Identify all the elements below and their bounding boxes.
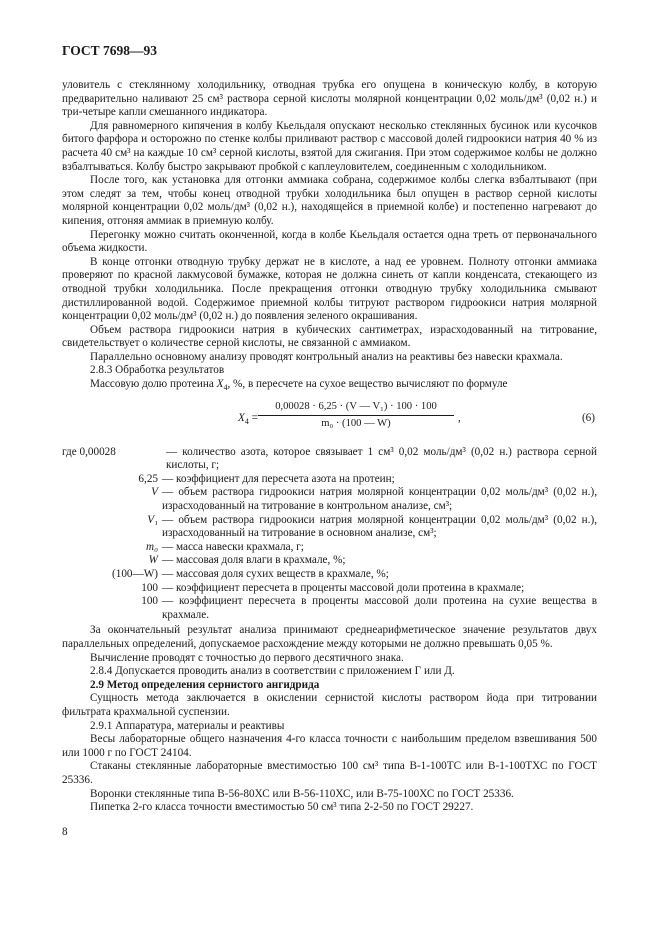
- definition-item: 100 — коэффициент пересчета в проценты массовой доли протеина в крахмале;: [141, 581, 525, 594]
- paragraph: Параллельно основному анализу проводят контрольный анализ на реактивы без навески крахмала.: [90, 350, 563, 363]
- definitions-list: [62, 446, 597, 623]
- definition-item: 6,25 — коэффициент для пересчета азота на протеин;: [138, 472, 395, 485]
- section-heading: 2.9.1 Аппаратура, материалы и реактивы: [90, 719, 285, 732]
- paragraph: Для равномерного кипячения в колбу Кьельдаля опускают несколько стеклянных бусинок или кусочков битого фарфора и осторожно по стенке колбы приливают раствор с массовой долей гидроокиси натрия 40 % из расчета 40 см³ на каждые 10 см³ серной кислоты, взятой для сжигания. При этом содержимое колбы не должно взбалтываться. Колбу быстро закрывают пробкой с каплеуловителем, соединенным с холодильником.: [62, 119, 597, 173]
- section-heading: 2.8.3 Обработка результатов: [90, 364, 225, 377]
- formula-lhs: $X_4$ =: [238, 411, 258, 426]
- equation-number: (6): [581, 411, 595, 424]
- definition-item: (100—W) — массовая доля сухих веществ в крахмале, %;: [112, 568, 389, 580]
- formula: [62, 400, 597, 440]
- paragraph: Пипетка 2-го класса точности вместимостью 50 см³ типа 2-2-50 по ГОСТ 29227.: [90, 801, 474, 814]
- paragraph: Воронки стеклянные типа В-56-80ХС или В-56-110ХС, или В-75-100ХС по ГОСТ 25336.: [90, 787, 514, 800]
- paragraph: Весы лабораторные общего назначения 4-го класса точности с наибольшим пределом взвешивания 500 или 1000 г по ГОСТ 24104.: [62, 733, 597, 759]
- definition-item: m₀ — масса навески крахмала, г;: [146, 540, 304, 553]
- definition-item: V — объем раствора гидроокиси натрия молярной концентрации 0,02 моль/дм³ (0,02 н.), израсходованный на титрование в контрольном анализе, см³;: [151, 486, 597, 513]
- paragraph: Вычисление проводят с точностью до первого десятичного знака.: [90, 651, 404, 664]
- document-header: ГОСТ 7698—93: [62, 43, 158, 58]
- paragraph: За окончательный результат анализа принимают среднеарифметическое значение результатов двух параллельных определений, допускаемое расхождение между которыми не должно превышать 0,05 %.: [62, 624, 597, 650]
- paragraph: После того, как установка для отгонки аммиака собрана, содержимое колбы слегка взбалтывают (при этом следят за тем, чтобы конец отводной трубки холодильника был опущен в раствор серной кислоты молярной концентрации 0,02 моль/дм³ (0,02 н.), находящейся в приемной колбе) и постепенно нагревают до кипения, отгоняя аммиак в приемную колбу.: [62, 174, 597, 227]
- definition-item: где 0,00028 — количество азота, которое связывает 1 см³ 0,02 моль/дм³ (0,02 н.) раствора серной кислоты, г;: [62, 445, 597, 472]
- paragraph: Стаканы стеклянные лабораторные вместимостью 100 см³ типа В-1-100ТС или В-1-100ТХС по ГОСТ 25336.: [62, 760, 597, 786]
- paragraph: Сущность метода заключается в окислении сернистой кислоты раствором йода при титровании фильтрата крахмальной суспензии.: [62, 692, 597, 718]
- document-body: [62, 79, 597, 815]
- definition-item: V₁ — объем раствора гидроокиси натрия молярной концентрации 0,02 моль/дм³ (0,02 н.), израсходованный на титрование в основном анализе, см³;: [147, 513, 597, 540]
- formula-fraction: [258, 400, 454, 431]
- formula-denominator: m₀ · (100 — W): [321, 418, 391, 430]
- paragraph: уловитель с стеклянному холодильнику, отводная трубка его опущена в коническую колбу, в которую предварительно наливают 25 см³ раствора серной кислоты молярной концентрации 0,02 моль/дм³ (0,02 н.) и три-четыре капли смешанного индикатора.: [62, 79, 597, 119]
- paragraph: Объем раствора гидроокиси натрия в кубических сантиметрах, израсходованный на титрование, свидетельствует о количестве серной кислоты, не связанной с аммиаком.: [62, 323, 597, 350]
- formula-numerator: 0,00028 · 6,25 · (V — V₁) · 100 · 100: [275, 400, 437, 412]
- formula-comma: ,: [458, 411, 461, 424]
- paragraph: Перегонку можно считать оконченной, когда в колбе Кьельдаля остается одна треть от первоначального объема жидкости.: [62, 228, 597, 255]
- paragraph: Массовую долю протеина $X_4$, %, в пересчете на сухое вещество вычисляют по формуле: [90, 378, 508, 393]
- definition-item: W — массовая доля влаги в крахмале, %;: [148, 554, 346, 567]
- section-heading: 2.9 Метод определения сернистого ангидрида: [90, 678, 320, 691]
- paragraph: 2.8.4 Допускается проводить анализ в соответствии с приложением Г или Д.: [90, 665, 455, 678]
- page-number: 8: [62, 826, 68, 838]
- definition-item: 100 — коэффициент пересчета в проценты массовой доли протеина на сухие вещества в крахмале.: [141, 595, 597, 621]
- paragraph: В конце отгонки отводную трубку держат не в кислоте, а над ее уровнем. Полноту отгонки аммиака проверяют по красной лакмусовой бумажке, которая не должна синеть от капли конденсата, стекающего из отводной трубки холодильника. После прекращения отгонки отводную трубку холодильника смывают дистиллированной водой. Содержимое приемной колбы титруют раствором гидроокиси натрия молярной концентрации 0,02 моль/дм³ (0,02 н.) до появления зеленого окрашивания.: [62, 255, 597, 323]
